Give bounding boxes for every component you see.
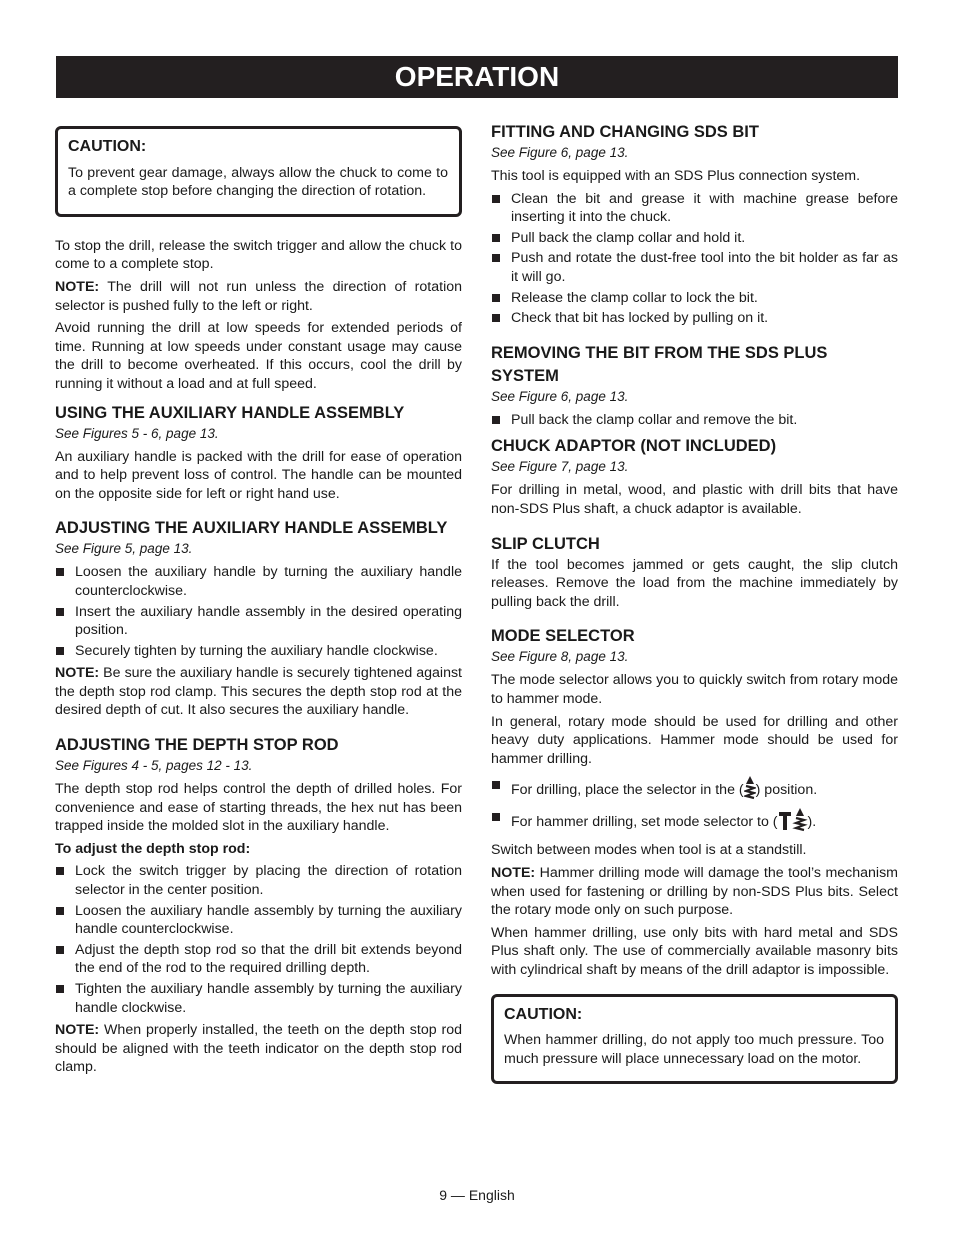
bullet-icon xyxy=(492,234,500,242)
rotary-drill-icon xyxy=(744,776,756,806)
note xyxy=(491,864,898,920)
list-item: Loosen the auxiliary handle assembly by turning the auxiliary handle counterclockwise. xyxy=(55,902,462,939)
caution-text: When hammer drilling, do not apply too much pressure. Too much pressure will place unnecessary load on the motor. xyxy=(504,1032,884,1067)
bullet-icon xyxy=(56,985,64,993)
right-column xyxy=(491,121,898,1084)
list-item: Insert the auxiliary handle assembly in the desired operating position. xyxy=(55,603,462,640)
list-item: For hammer drilling, set mode selector to ( ). xyxy=(491,808,898,838)
list-item: Clean the bit and grease it with machine grease before inserting it into the chuck. xyxy=(491,190,898,227)
note-label: NOTE: xyxy=(491,865,536,882)
paragraph: For drilling in metal, wood, and plastic with drill bits that have non-SDS Plus shaft, a chuck adaptor is available. xyxy=(491,482,898,517)
note-label: NOTE: xyxy=(55,665,100,682)
bullet-icon xyxy=(56,907,64,915)
figure-reference: See Figure 6, page 13. xyxy=(491,145,629,160)
section-heading: REMOVING THE BIT FROM THE SDS PLUS SYSTEM xyxy=(491,343,828,385)
paragraph: This tool is equipped with an SDS Plus connection system. xyxy=(491,168,861,184)
bullet-icon xyxy=(56,647,64,655)
bullet-icon xyxy=(492,195,500,203)
bullet-icon xyxy=(492,314,500,322)
figure-reference: See Figures 5 - 6, page 13. xyxy=(55,425,219,441)
bullet-icon xyxy=(492,781,500,789)
list-item: Release the clamp collar to lock the bit. xyxy=(491,289,898,308)
figure-reference: See Figure 5, page 13. xyxy=(55,541,193,557)
figure-reference: See Figures 4 - 5, pages 12 - 13. xyxy=(55,758,253,774)
caution-box xyxy=(491,994,898,1085)
caution-title: CAUTION: xyxy=(68,138,147,155)
bullet-icon xyxy=(56,608,64,616)
section-heading: ADJUSTING THE DEPTH STOP ROD xyxy=(55,736,339,755)
bullet-icon xyxy=(492,294,500,302)
note xyxy=(55,1021,462,1077)
list-item: Loosen the auxiliary handle by turning the auxiliary handle counterclockwise. xyxy=(55,563,462,600)
section-heading: MODE SELECTOR xyxy=(491,627,635,646)
note xyxy=(55,664,462,720)
paragraph: The mode selector allows you to quickly switch from rotary mode to hammer mode. xyxy=(491,672,898,707)
bullet-list xyxy=(55,563,462,660)
list-item: Adjust the depth stop rod so that the drill bit extends beyond the end of the rod to the required drilling depth. xyxy=(55,941,462,978)
paragraph: If the tool becomes jammed or gets caught, the slip clutch releases. Remove the load from the machine immediately by pulling back the drill. xyxy=(491,556,898,610)
bullet-icon xyxy=(492,813,500,821)
paragraph: Avoid running the drill at low speeds for extended periods of time. Running at low speeds under constant usage may cause the drill to become overheated. If this occurs, cool the drill by running it without a load and at full speed. xyxy=(55,320,462,392)
list-item: Check that bit has locked by pulling on it. xyxy=(491,309,898,328)
section-heading: SLIP CLUTCH xyxy=(491,534,600,553)
bullet-list xyxy=(491,411,898,430)
list-item: Pull back the clamp collar and hold it. xyxy=(491,229,898,248)
paragraph: An auxiliary handle is packed with the drill for ease of operation and to help prevent loss of control. The handle can be mounted on the opposite side for left or right hand use. xyxy=(55,448,462,502)
page-footer: 9 — English xyxy=(439,1187,515,1203)
figure-reference: See Figure 6, page 13. xyxy=(491,388,629,404)
list-item: Pull back the clamp collar and remove the bit. xyxy=(491,411,898,430)
note-text: Hammer drilling mode will damage the tool’s mechanism when used for fastening or drilling by non-SDS Plus bits. Select the rotary mode only on such purpose. xyxy=(491,865,898,919)
note-label: NOTE: xyxy=(55,1022,100,1039)
caution-text: To prevent gear damage, always allow the chuck to come to a complete stop before changing the direction of rotation. xyxy=(68,164,448,200)
hammer-drill-icon xyxy=(778,808,808,838)
paragraph: In general, rotary mode should be used for drilling and other heavy duty applications. Hammer mode should be used for hammer drilling. xyxy=(491,713,898,767)
paragraph: To stop the drill, release the switch trigger and allow the chuck to come to a complete stop. xyxy=(55,237,462,273)
figure-reference: See Figure 7, page 13. xyxy=(491,459,629,475)
section-heading: FITTING AND CHANGING SDS BIT xyxy=(491,123,759,141)
section-heading: USING THE AUXILIARY HANDLE ASSEMBLY xyxy=(55,403,405,422)
list-item: For drilling, place the selector in the ( ) position. xyxy=(491,776,898,806)
bullet-list xyxy=(55,862,462,1017)
figure-reference: See Figure 8, page 13. xyxy=(491,649,629,665)
left-column xyxy=(55,126,462,1081)
bullet-icon xyxy=(56,867,64,875)
bullet-icon xyxy=(492,254,500,262)
section-heading: CHUCK ADAPTOR (NOT INCLUDED) xyxy=(491,437,777,456)
bullet-icon xyxy=(492,416,500,424)
list-item: Tighten the auxiliary handle assembly by turning the auxiliary handle clockwise. xyxy=(55,980,462,1017)
paragraph: When hammer drilling, use only bits with hard metal and SDS Plus shaft only. The use of commercially available masonry bits with cylindrical shaft by means of the drill adaptor is impossible. xyxy=(491,924,898,979)
note-text: Be sure the auxiliary handle is securely tightened against the depth stop rod clamp. This secures the depth stop rod at the desired depth of cut. It also secures the auxiliary handle. xyxy=(55,665,462,719)
list-item: Securely tighten by turning the auxiliary handle clockwise. xyxy=(55,642,462,661)
caution-box xyxy=(55,126,462,217)
subheading: To adjust the depth stop rod: xyxy=(55,840,251,857)
list-item: Push and rotate the dust-free tool into the bit holder as far as it will go. xyxy=(491,249,898,286)
bullet-icon xyxy=(56,568,64,576)
bullet-list xyxy=(491,776,898,837)
page-title: OPERATION xyxy=(56,56,898,98)
note xyxy=(55,278,462,315)
caution-title: CAUTION: xyxy=(504,1005,583,1023)
bullet-icon xyxy=(56,946,64,954)
note-label: NOTE: xyxy=(55,278,100,295)
bullet-list xyxy=(491,190,898,328)
note-text: When properly installed, the teeth on the depth stop rod should be aligned with the teeth indicator on the depth stop rod clamp. xyxy=(55,1022,462,1076)
paragraph: The depth stop rod helps control the depth of drilled holes. For convenience and ease of starting threads, the hex nut has been trapped inside the molded slot in the auxiliary handle. xyxy=(55,781,462,835)
note-text: The drill will not run unless the direction of rotation selector is pushed fully to the left or right. xyxy=(55,278,462,314)
section-heading: ADJUSTING THE AUXILIARY HANDLE ASSEMBLY xyxy=(55,519,448,538)
paragraph: Switch between modes when tool is at a standstill. xyxy=(491,842,807,859)
list-item: Lock the switch trigger by placing the direction of rotation selector in the center position. xyxy=(55,862,462,899)
